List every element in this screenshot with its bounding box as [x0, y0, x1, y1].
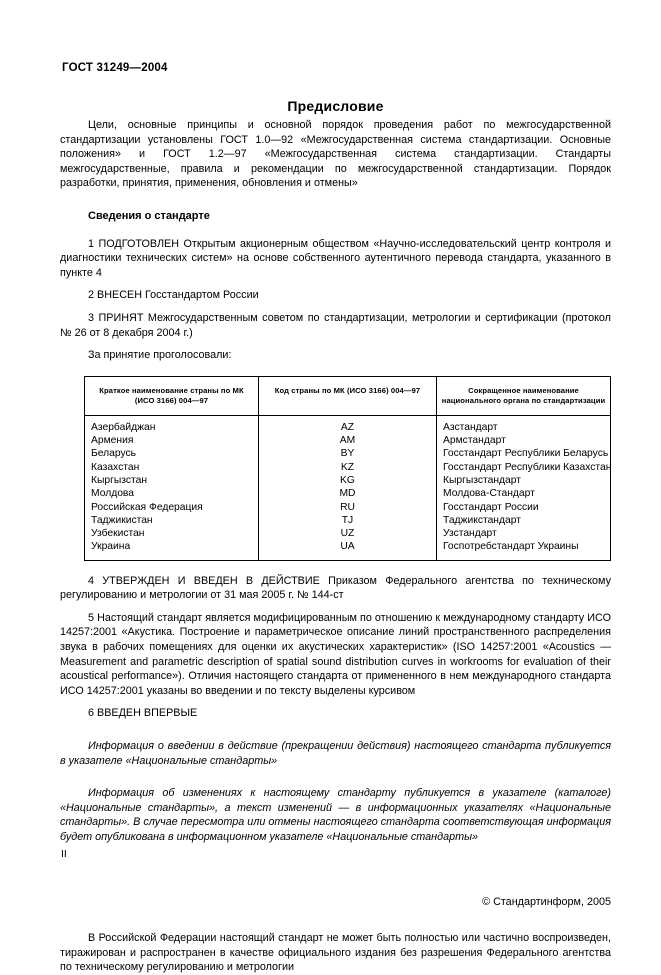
- vote-table-head: [85, 376, 611, 415]
- list-item: Украина: [91, 541, 131, 553]
- notice-publication: Информация о введении в действие (прекращении действия) настоящего стандарта публикуется в указателе «Национальные стандарты»: [60, 740, 611, 767]
- list-item: Госстандарт России: [443, 501, 539, 513]
- table-header-row: [85, 376, 611, 415]
- vote-lead-in: За принятие проголосовали:: [88, 349, 232, 362]
- body-list: [437, 416, 610, 560]
- table-row: [85, 415, 611, 560]
- list-item: TJ: [341, 514, 354, 526]
- list-item: RU: [340, 501, 355, 513]
- intro-paragraph: Цели, основные принципы и основной порядок проведения работ по межгосударственной стандартизации установлены ГОСТ 1.0—92 «Межгосударственная система стандартизации. Основные положения» и ГОСТ 1.2—97 «Межгосударственная система стандартизации. Стандарты межгосударственные, правила и рекомендации по межгосударственной стандартизации. Порядок разработки, принятия, применения, обновления и отмены»: [60, 119, 611, 190]
- page-title: Предисловие: [287, 98, 384, 115]
- column-header-code: Код страны по МК (ИСО 3166) 004—97: [259, 376, 437, 415]
- cell-country-list: [85, 415, 259, 560]
- list-item: Узбекистан: [91, 528, 145, 540]
- vote-table-body: [85, 415, 611, 560]
- list-item: Армстандарт: [443, 435, 506, 447]
- code-list: [259, 416, 436, 560]
- list-item: Кыргызстан: [91, 474, 148, 486]
- list-item: Узстандарт: [443, 528, 497, 540]
- list-item: KG: [340, 474, 355, 486]
- list-item: Таджикстандарт: [443, 514, 521, 526]
- list-item: Молдова-Стандарт: [443, 488, 535, 500]
- column-header-body: Сокращенное наименование национального органа по стандартизации: [437, 376, 611, 415]
- vote-table: [84, 376, 611, 561]
- list-item: Казахстан: [91, 461, 140, 473]
- standard-info-item-1: 1 ПОДГОТОВЛЕН Открытым акционерным обществом «Научно-исследовательский центр контроля и диагностики технических систем» на основе собственного аутентичного перевода стандарта, указанного в пункте 4: [60, 237, 611, 279]
- list-item: Таджикистан: [91, 514, 153, 526]
- reproduction-notice: В Российской Федерации настоящий стандарт не может быть полностью или частично воспроизведен, тиражирован и распространен в качестве официального издания без разрешения Федерального агентства по техническому регулированию и метрологии: [60, 932, 611, 974]
- copyright-line: © Стандартинформ, 2005: [482, 895, 611, 908]
- running-head: ГОСТ 31249—2004: [62, 62, 168, 74]
- standard-info-heading: Сведения о стандарте: [88, 209, 210, 222]
- cell-body-list: [437, 415, 611, 560]
- list-item: Госстандарт Республики Беларусь: [443, 448, 609, 460]
- standard-info-item-5: 5 Настоящий стандарт является модифицированным по отношению к международному стандарту ИСО 14257:2001 «Акустика. Построение и параметрическое описание линий пространственного распределения звука в рабочих помещениях для оценки их акустических характеристик» (ISO 14257:2001 «Acoustics — Measurement and parametric description of spatial sound distribution curves in workrooms for evaluation of their acoustical performance»). Отличия настоящего стандарта от примененного в нем международного стандарта ИСО 14257:2001 указаны во введении и по тексту выделены курсивом: [60, 611, 611, 697]
- list-item: UA: [340, 541, 355, 553]
- list-item: Азстандарт: [443, 421, 498, 433]
- list-item: Молдова: [91, 488, 135, 500]
- standard-info-item-6: 6 ВВЕДЕН ВПЕРВЫЕ: [88, 707, 198, 720]
- page-content: [60, 0, 611, 975]
- list-item: Беларусь: [91, 448, 137, 460]
- list-item: Российская Федерация: [91, 501, 203, 513]
- column-header-country: Краткое наименование страны по МК (ИСО 3166) 004—97: [85, 376, 259, 415]
- standard-info-item-2: 2 ВНЕСЕН Госстандартом России: [88, 289, 259, 302]
- page-number: II: [61, 848, 67, 860]
- list-item: Армения: [91, 435, 134, 447]
- list-item: UZ: [340, 528, 355, 540]
- standard-info-item-4: 4 УТВЕРЖДЕН И ВВЕДЕН В ДЕЙСТВИЕ Приказом Федерального агентства по техническому регулированию и метрологии от 31 мая 2005 г. № 144-ст: [60, 574, 611, 602]
- list-item: AM: [339, 435, 356, 447]
- list-item: BY: [340, 448, 355, 460]
- cell-code-list: [259, 415, 437, 560]
- standard-info-item-3: 3 ПРИНЯТ Межгосударственным советом по стандартизации, метрологии и сертификации (протокол № 26 от 8 декабря 2004 г.): [60, 311, 611, 339]
- list-item: Азербайджан: [91, 421, 156, 433]
- country-list: [85, 416, 258, 560]
- list-item: KZ: [340, 461, 355, 473]
- list-item: Кыргызстандарт: [443, 474, 522, 486]
- notice-amendments: Информация об изменениях к настоящему стандарту публикуется в указателе (каталоге) «Национальные стандарты», а текст изменений — в информационных указателях «Национальные стандарты». В случае пересмотра или отмены настоящего стандарта соответствующая информация будет опубликована в информационном указателе «Национальные стандарты»: [60, 787, 611, 843]
- list-item: Госпотребстандарт Украины: [443, 541, 579, 553]
- list-item: Госстандарт Республики Казахстан: [443, 461, 612, 473]
- list-item: MD: [339, 488, 356, 500]
- list-item: AZ: [340, 421, 355, 433]
